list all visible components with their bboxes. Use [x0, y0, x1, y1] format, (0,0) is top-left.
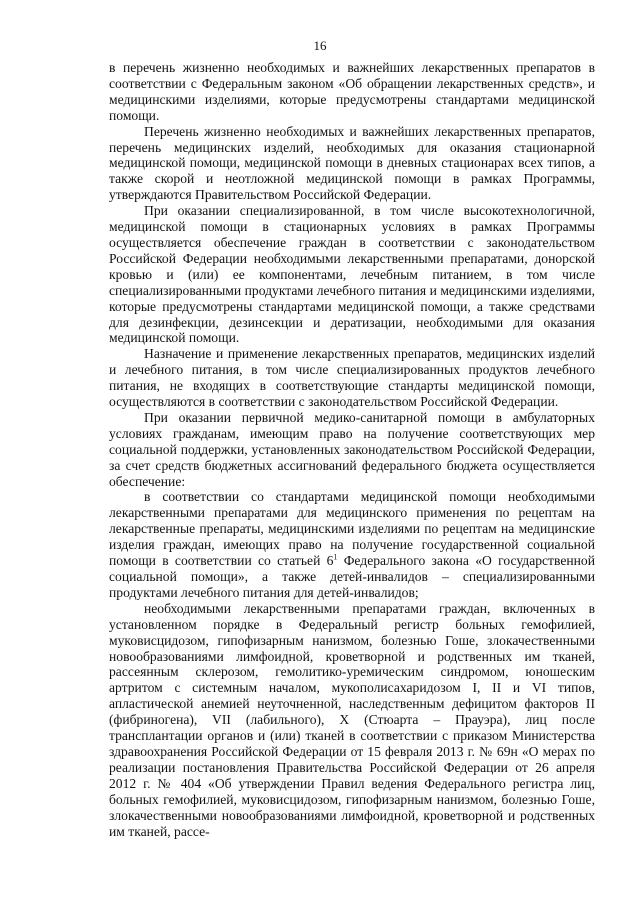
- paragraph-7: необходимыми лекарственными препаратами граждан, включенных в установленном порядке в Федеральный регистр больных гемофилией, муковисцидозом, гипофизарным нанизмом, болезнью Гоше, злокачественными новообразованиями лимфоидной, кроветворной и родственных им тканей, рассеянным склерозом, гемолитико-уремическим синдромом, юношеским артритом с системным началом, мукополисахаридозом I, II и VI типов, апластической анемией неуточненной, наследственным дефицитом факторов II (фибриногена), VII (лабильного), X (Стюарта – Прауэра), лиц после трансплантации органов и (или) тканей в соответствии с приказом Министерства здравоохранения Российской Федерации от 15 февраля 2013 г. № 69н «О мерах по реализации постановления Правительства Российской Федерации от 26 апреля 2012 г. № 404 «Об утверждении Правил ведения Федерального регистра лиц, больных гемофилией, муковисцидозом, гипофизарным нанизмом, болезнью Гоше, злокачественными новообразованиями лимфоидной, кроветворной и родственных им тканей, рассе-: [109, 600, 595, 839]
- footnote-reference[interactable]: 1: [333, 552, 338, 562]
- paragraph-6: [109, 489, 595, 600]
- paragraph-5: При оказании первичной медико-санитарной помощи в амбулаторных условиях гражданам, имеющим право на получение соответствующих мер социальной поддержки, установленных законодательством Российской Федерации, за счет средств бюджетных ассигнований федерального бюджета осуществляется обеспечение:: [109, 409, 595, 489]
- paragraph-1: в перечень жизненно необходимых и важнейших лекарственных препаратов в соответствии с Федеральным законом «Об обращении лекарственных средств», и медицинскими изделиями, которые предусмотрены стандартами медицинской помощи.: [109, 60, 595, 123]
- paragraph-4: Назначение и применение лекарственных препаратов, медицинских изделий и лечебного питания, в том числе специализированных продуктов лечебного питания, не входящих в соответствующие стандарты медицинской помощи, осуществляются в соответствии с законодательством Российской Федерации.: [109, 346, 595, 410]
- paragraph-6-text-after: Федерального закона «О государственной социальной помощи», а также детей-инвалидов – специализированными продуктами лечебного питания для детей-инвалидов;: [109, 553, 595, 600]
- paragraph-6-text-before: в соответствии со стандартами медицинской помощи необходимыми лекарственными препаратами для медицинского применения по рецептам на лекарственные препараты, медицинскими изделиями по рецептам на медицинские изделия граждан, имеющих право на получение государственной социальной помощи в соответствии со статьей 6: [109, 489, 595, 569]
- paragraph-2: Перечень жизненно необходимых и важнейших лекарственных препаратов, перечень медицинских изделий, необходимых для оказания стационарной медицинской помощи, медицинской помощи в дневных стационарах всех типов, а также скорой и неотложной медицинской помощи в рамках Программы, утверждаются Правительством Российской Федерации.: [109, 123, 595, 203]
- paragraph-3: При оказании специализированной, в том числе высокотехнологичной, медицинской помощи в стационарных условиях в рамках Программы осуществляется обеспечение граждан в соответствии с законодательством Российской Федерации необходимыми лекарственными препаратами, донорской кровью и (или) ее компонентами, лечебным питанием, в том числе специализированными продуктами лечебного питания и медицинскими изделиями, которые предусмотрены стандартами медицинской помощи, а также средствами для дезинфекции, дезинсекции и дератизации, необходимыми для оказания медицинской помощи.: [109, 203, 595, 346]
- page-number: 16: [313, 38, 327, 53]
- body-text: [109, 60, 595, 839]
